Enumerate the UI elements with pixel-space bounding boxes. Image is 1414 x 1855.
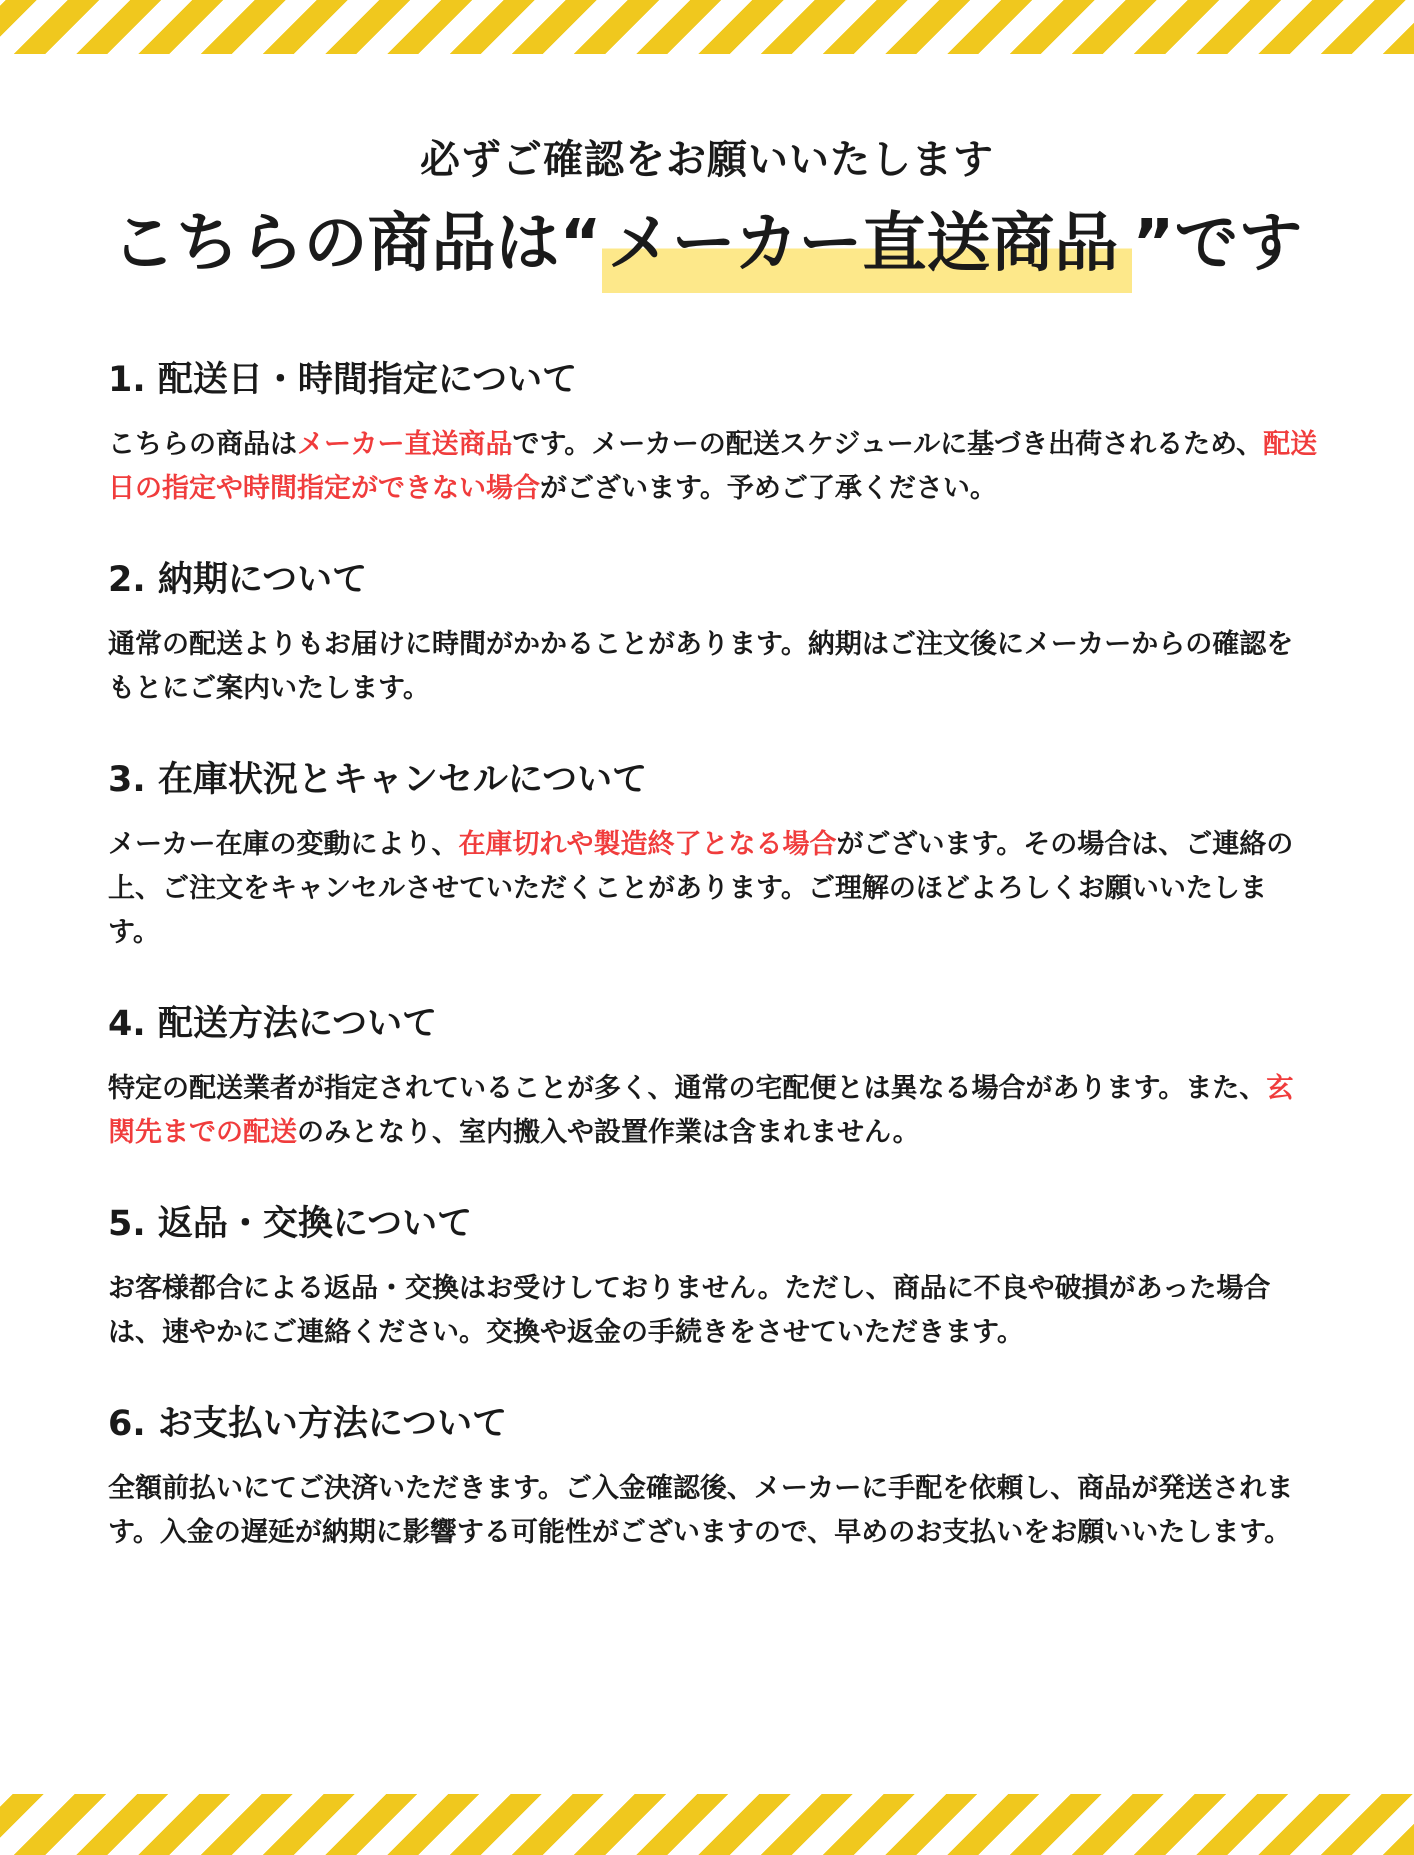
bottom-caution-stripe xyxy=(0,1794,1414,1855)
section-heading: 1. 配送日・時間指定について xyxy=(108,360,578,400)
body-text: のみとなり、室内搬入や設置作業は含まれません。 xyxy=(297,1117,920,1148)
emphasis-text: 在庫切れや製造終了となる場合 xyxy=(458,829,837,860)
section-body xyxy=(108,1467,1318,1555)
notice-section xyxy=(108,755,1318,955)
top-caution-stripe xyxy=(0,0,1414,54)
section-body xyxy=(108,1067,1318,1155)
body-text: 全額前払いにてご決済いただきます。ご入金確認後、メーカーに手配を依頼し、商品が発送されます。入金の遅延が納期に影響する可能性がございますので、早めのお支払いをお願いいたします。 xyxy=(108,1473,1294,1548)
body-text: です。メーカーの配送スケジュールに基づき出荷されるため、 xyxy=(512,429,1264,460)
body-text: がございます。その場合は、ご連絡の上、ご注文をキャンセルさせていただくことがあります。ご理解のほどよろしくお願いいたします。 xyxy=(108,829,1294,948)
notice-header xyxy=(0,128,1414,286)
section-heading: 6. お支払い方法について xyxy=(108,1404,508,1444)
section-heading: 5. 返品・交換について xyxy=(108,1204,473,1244)
section-body xyxy=(108,1267,1318,1355)
section-body xyxy=(108,623,1318,711)
body-text: 通常の配送よりもお届けに時間がかかることがあります。納期はご注文後にメーカーからの確認をもとにご案内いたします。 xyxy=(108,629,1294,704)
body-text: こちらの商品は xyxy=(108,429,297,460)
title-suffix: ”です xyxy=(1132,207,1303,281)
section-body xyxy=(108,423,1318,511)
notice-sections xyxy=(108,355,1318,1599)
title-highlight: メーカー直送商品 xyxy=(602,207,1133,293)
notice-section xyxy=(108,1199,1318,1355)
body-text: がございます。予めご了承ください。 xyxy=(540,473,997,504)
notice-section xyxy=(108,555,1318,711)
notice-subtitle: 必ずご確認をお願いいたします xyxy=(420,137,994,183)
section-heading: 3. 在庫状況とキャンセルについて xyxy=(108,760,648,800)
notice-title xyxy=(0,202,1414,286)
body-text: メーカー在庫の変動により、 xyxy=(108,829,459,860)
notice-section xyxy=(108,355,1318,511)
section-heading: 2. 納期について xyxy=(108,560,368,600)
notice-section xyxy=(108,1399,1318,1555)
body-text: 特定の配送業者が指定されていることが多く、通常の宅配便とは異なる場合があります。また、 xyxy=(108,1073,1267,1104)
emphasis-text: 玄関先までの配送 xyxy=(108,1073,1294,1148)
notice-section xyxy=(108,999,1318,1155)
section-heading: 4. 配送方法について xyxy=(108,1004,438,1044)
emphasis-text: 配送日の指定や時間指定ができない場合 xyxy=(108,429,1318,504)
title-prefix: こちらの商品は“ xyxy=(111,207,602,281)
section-body xyxy=(108,823,1318,955)
emphasis-text: メーカー直送商品 xyxy=(297,429,513,460)
body-text: お客様都合による返品・交換はお受けしておりません。ただし、商品に不良や破損があった場合は、速やかにご連絡ください。交換や返金の手続きをさせていただきます。 xyxy=(108,1273,1271,1348)
